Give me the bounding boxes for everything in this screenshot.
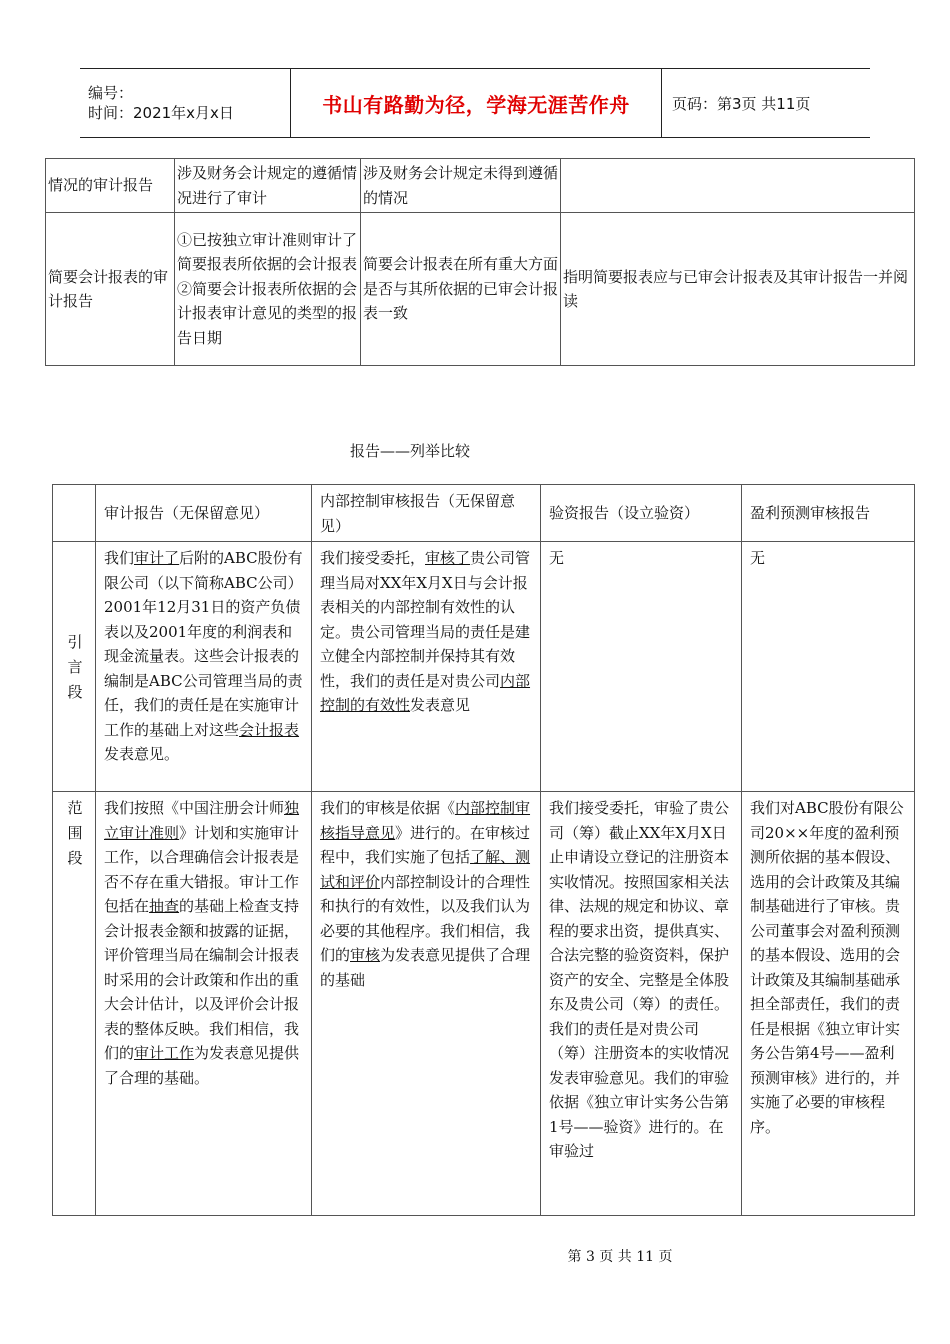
comparison-table	[52, 484, 915, 1216]
cell-text-underlined: 审计了	[134, 549, 180, 567]
table-cell: 涉及财务会计规定未得到遵循的情况	[361, 159, 561, 213]
header-cell: 审计报告（无保留意见）	[96, 485, 312, 542]
cell-text: 后附的ABC股份有限公司（以下简称ABC公司）2001年12月31日的资产负债表以及2001年度的利润表和现金流量表。这些会计报表的编制是ABC公司管理当局的责任，我们的责任是在实施审计工作的基础上对这些	[104, 549, 303, 739]
table-cell	[312, 792, 541, 1216]
cell-text: 为发表意见提供了合理的基础	[320, 946, 531, 989]
cell-text: 为发表意见提供了合理的基础。	[104, 1044, 300, 1087]
cell-text: 发表意见	[410, 696, 471, 714]
cell-text-underlined: 审核了	[425, 549, 471, 567]
page-footer: 第 3 页 共 11 页	[567, 1249, 673, 1265]
report-types-table	[45, 158, 915, 366]
table-cell	[96, 792, 312, 1216]
table-cell	[561, 159, 915, 213]
cell-text: 内部控制设计的合理性和执行的有效性，以及我们认为必要的其他程序。我们相信，我们的	[320, 872, 531, 964]
header-cell	[53, 485, 96, 542]
table-cell: 情况的审计报告	[46, 159, 175, 213]
table-cell: 我们对ABC股份有限公司20××年度的盈利预测所依据的基本假设、选用的会计政策及其编制基础进行了审核。贵公司董事会对盈利预测的基本假设、选用的会计政策及其编制基础承担全部责任，我们的责任是根据《独立审计实务公告第4号——盈利预测审核》进行的，并实施了必要的审核程序。	[742, 792, 915, 1216]
header-cell: 验资报告（设立验资）	[541, 485, 742, 542]
header-page-info: 页码：第3页 共11页	[672, 94, 811, 113]
cell-text-underlined: 内部控制审核指导意见	[320, 799, 531, 842]
table-row	[53, 542, 915, 792]
table-cell: 简要会计报表在所有重大方面是否与其所依据的已审会计报表一致	[361, 213, 561, 366]
header-cell: 内部控制审核报告（无保留意见）	[312, 485, 541, 542]
cell-line: ①已按独立审计准则审计了简要报表所依据的会计报表	[177, 230, 358, 274]
page-header	[80, 68, 870, 138]
cell-text-underlined: 审核	[350, 946, 381, 964]
cell-text: 我们接受委托，	[320, 549, 426, 567]
table-row	[53, 792, 915, 1216]
table-row	[46, 213, 915, 366]
cell-text: 》计划和实施审计工作，以合理确信会计报表是否不存在重大错报。审计工作包括在	[104, 823, 300, 915]
table-cell: 无	[541, 542, 742, 792]
cell-text: 贵公司管理当局对XX年X月X日与会计报表相关的内部控制有效性的认定。贵公司管理当局的责任是建立健全内部控制并保持其有效性，我们的责任是对贵公司	[320, 549, 531, 690]
cell-text-underlined: 审计工作	[134, 1044, 195, 1062]
cell-text: 》进行的。在审核过程中，我们实施了包括	[320, 823, 531, 866]
document-number-label: 编号：	[88, 84, 134, 102]
table-cell: 我们接受委托，审验了贵公司（筹）截止XX年X月X日止申请设立登记的注册资本实收情况。按照国家相关法律、法规的规定和协议、章程的要求出资，提供真实、合法完整的验资资料，保护资产的安全、完整是全体股东及贵公司（筹）的责任。我们的责任是对贵公司（筹）注册资本的实收情况发表审验意见。我们的审验依据《独立审计实务公告第1号——验资》进行的。在审验过	[541, 792, 742, 1216]
cell-text-underlined: 抽查	[149, 897, 180, 915]
table-cell	[312, 542, 541, 792]
cell-text-underlined: 了解、测试和评价	[320, 848, 531, 891]
cell-text-underlined: 内部控制的有效性	[320, 671, 531, 714]
table-cell: 无	[742, 542, 915, 792]
table-cell: 指明简要报表应与已审会计报表及其审计报告一并阅读	[561, 213, 915, 366]
row-label: 引言段	[53, 542, 96, 792]
header-cell: 盈利预测审核报告	[742, 485, 915, 542]
cell-line: ②简要会计报表所依据的会计报表审计意见的类型的报告日期	[177, 279, 358, 347]
cell-text: 我们	[104, 549, 135, 567]
table-row	[46, 159, 915, 213]
table-cell: 涉及财务会计规定的遵循情况进行了审计	[175, 159, 361, 213]
cell-text: 我们按照《中国注册会计师	[104, 799, 285, 817]
header-motto: 书山有路勤为径，学海无涯苦作舟	[291, 69, 662, 137]
cell-text-underlined: 独立审计准则	[104, 799, 300, 842]
table-cell: 简要会计报表的审计报告	[46, 213, 175, 366]
section-title: 报告——列举比较	[349, 442, 470, 460]
row-label: 范围段	[53, 792, 96, 1216]
document-time-label: 时间：2021年x月x日	[88, 104, 234, 122]
table-cell	[96, 542, 312, 792]
cell-text: 我们的审核是依据《	[320, 799, 456, 817]
table-header-row	[53, 485, 915, 542]
cell-text-underlined: 会计报表	[239, 720, 300, 739]
cell-text: 的基础上检查支持会计报表金额和披露的证据，评价管理当局在编制会计报表时采用的会计政策和作出的重大会计估计，以及评价会计报表的整体反映。我们相信，我们的	[104, 897, 300, 1062]
header-meta	[80, 69, 291, 137]
cell-text: 发表意见。	[104, 745, 180, 763]
table-cell	[175, 213, 361, 366]
